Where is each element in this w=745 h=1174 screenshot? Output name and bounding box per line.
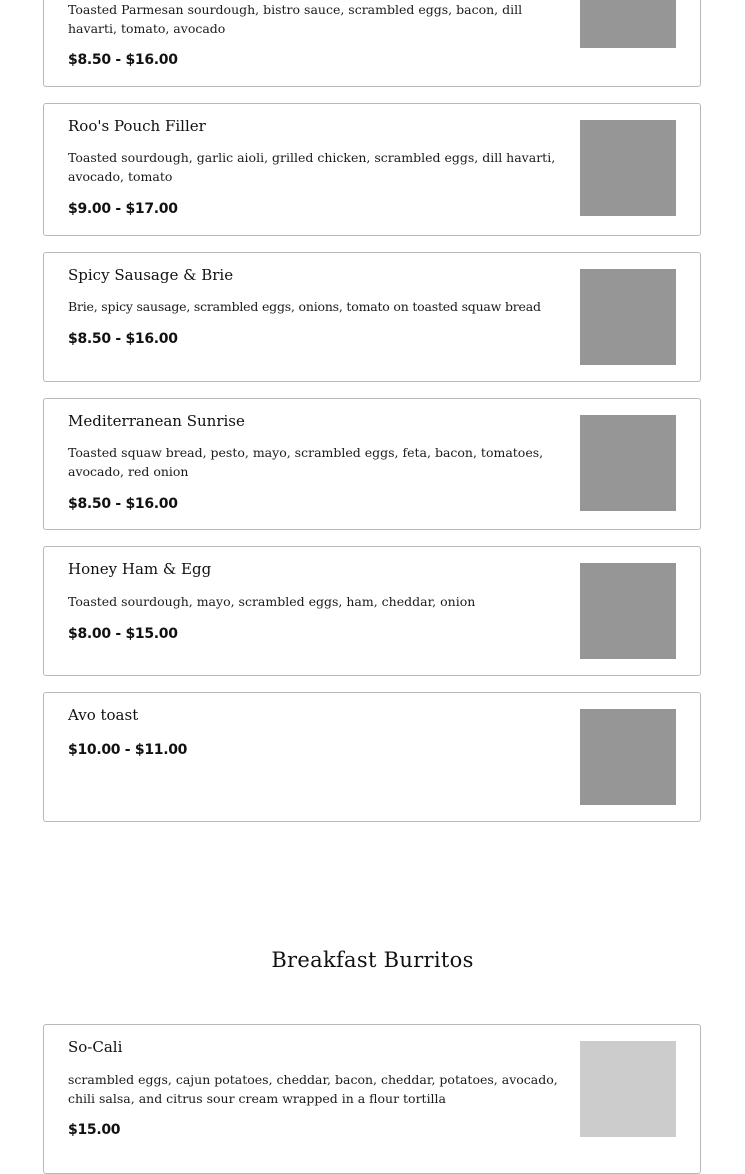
menu-item-description: Toasted squaw bread, pesto, mayo, scrambled eggs, feta, bacon, tomatoes, avocado, red onion: [68, 445, 544, 479]
menu-item-price: $8.00 - $15.00: [68, 626, 178, 642]
menu-item-card[interactable]: [43, 692, 701, 822]
menu-item-name: Spicy Sausage & Brie: [68, 266, 234, 284]
menu-item-name: Avo toast: [68, 706, 139, 724]
menu-item-image: [580, 415, 676, 511]
menu-item-name: So-Cali: [68, 1038, 123, 1056]
menu-item-image: [580, 269, 676, 365]
menu-item-price: $15.00: [68, 1122, 121, 1138]
menu-item-name: Mediterranean Sunrise: [68, 412, 245, 430]
menu-item-card[interactable]: [43, 0, 701, 87]
menu-item-price: $9.00 - $17.00: [68, 201, 178, 217]
menu-item-name: Honey Ham & Egg: [68, 560, 212, 578]
section-title: Breakfast Burritos: [271, 948, 474, 972]
menu-item-image: [580, 563, 676, 659]
menu-item-image: [580, 709, 676, 805]
menu-item-card[interactable]: [43, 398, 701, 530]
menu-item-price: $8.50 - $16.00: [68, 331, 178, 347]
menu-item-card[interactable]: [43, 252, 701, 382]
menu-item-description: Toasted Parmesan sourdough, bistro sauce, scrambled eggs, bacon, dill havarti, tomato, avocado: [68, 2, 523, 36]
menu-item-price: $8.50 - $16.00: [68, 496, 178, 512]
menu-item-image: [580, 1041, 676, 1137]
menu-item-description: Toasted sourdough, garlic aioli, grilled chicken, scrambled eggs, dill havarti, avocado, tomato: [68, 150, 556, 184]
menu-item-price: $8.50 - $16.00: [68, 52, 178, 68]
menu-item-card[interactable]: [43, 103, 701, 236]
menu-item-image: [580, 120, 676, 216]
menu-item-description: Brie, spicy sausage, scrambled eggs, onions, tomato on toasted squaw bread: [68, 299, 541, 314]
menu-item-price: $10.00 - $11.00: [68, 742, 188, 758]
menu-item-card[interactable]: [43, 546, 701, 676]
menu-item-description: scrambled eggs, cajun potatoes, cheddar, bacon, cheddar, potatoes, avocado, chili salsa, and citrus sour cream wrapped in a flour tortilla: [68, 1072, 558, 1106]
menu-item-description: Toasted sourdough, mayo, scrambled eggs, ham, cheddar, onion: [68, 594, 476, 609]
menu-item-image: [580, 0, 676, 48]
menu-item-name: Roo's Pouch Filler: [68, 117, 206, 135]
